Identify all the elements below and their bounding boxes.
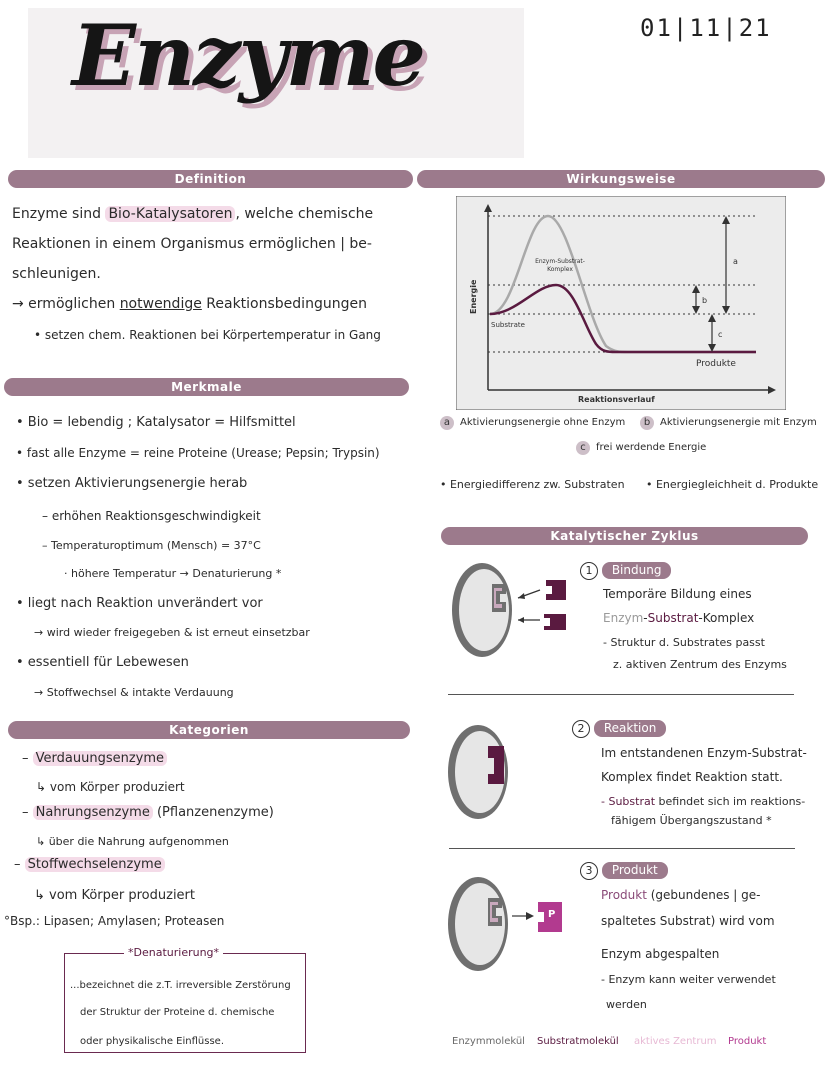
mark-c: c — [718, 330, 723, 339]
mark-a: a — [733, 257, 738, 266]
substrate-molecule — [544, 614, 566, 630]
product-mark: P — [548, 909, 556, 920]
merkmal-item: → wird wieder freigegeben & ist erneut einsetzbar — [34, 626, 310, 639]
denaturierung-line2: der Struktur der Proteine d. chemische — [80, 1007, 275, 1018]
substrate-label: Substrate — [491, 321, 525, 329]
step2-line4: fähigem Übergangszustand * — [611, 814, 772, 827]
merkmal-item: • setzen Aktivierungsenergie herab — [16, 476, 248, 491]
complex-label: Enzym-Substrat-Komplex — [535, 258, 585, 273]
merkmal-item: – Temperaturoptimum (Mensch) = 37°C — [42, 539, 261, 552]
category-example: °Bsp.: Lipasen; Amylasen; Proteasen — [4, 914, 225, 928]
step3-line5: werden — [606, 998, 647, 1011]
step1-line4: z. aktiven Zentrum des Enzyms — [613, 658, 787, 671]
merkmal-item: · höhere Temperatur → Denaturierung * — [64, 567, 282, 580]
category-1-sub: ↳ vom Körper produziert — [36, 780, 185, 794]
step1-line2: Enzym-Substrat-Komplex — [603, 611, 755, 625]
divider — [449, 848, 795, 849]
zyklus-header: Katalytischer Zyklus — [441, 527, 808, 545]
legend-a: a Aktivierungsenergie ohne Enzym — [440, 416, 625, 430]
x-axis-label: Reaktionsverlauf — [578, 395, 655, 404]
kategorien-header: Kategorien — [8, 721, 410, 739]
merkmal-item: • Bio = lebendig ; Katalysator = Hilfsmittel — [16, 415, 296, 430]
page-title: Enzyme — [72, 6, 424, 105]
merkmal-item: • liegt nach Reaktion unverändert vor — [16, 596, 263, 611]
divider — [448, 694, 794, 695]
step1-line3: - Struktur d. Substrates passt — [603, 636, 765, 649]
category-2-sub: ↳ über die Nahrung aufgenommen — [36, 835, 229, 848]
product-label: Produkte — [696, 359, 736, 369]
merkmal-item: → Stoffwechsel & intakte Verdauung — [34, 686, 234, 699]
definition-bullet1: → ermöglichen notwendige Reaktionsbedingungen — [12, 296, 367, 312]
step3-line4: - Enzym kann weiter verwendet — [601, 973, 776, 986]
definition-header: Definition — [8, 170, 413, 188]
step3-line1: Produkt (gebundenes | ge- — [601, 888, 761, 902]
category-3: – Stoffwechselenzyme — [14, 857, 165, 872]
legend-active-site: aktives Zentrum — [634, 1036, 717, 1047]
legend-product: Produkt — [728, 1036, 767, 1047]
wirkungsweise-header: Wirkungsweise — [417, 170, 825, 188]
category-3-sub: ↳ vom Körper produziert — [34, 888, 196, 903]
category-1: – Verdauungsenzyme — [22, 751, 167, 766]
step2-line2: Komplex findet Reaktion statt. — [601, 770, 783, 784]
denaturierung-line1: ...bezeichnet die z.T. irreversible Zerstörung — [70, 980, 291, 991]
note-energy-equality: • Energiegleichheit d. Produkte — [646, 478, 819, 491]
category-2: – Nahrungsenzyme (Pflanzenenzyme) — [22, 805, 274, 820]
step2-illustration — [444, 720, 524, 826]
note-energy-difference: • Energiedifferenz zw. Substraten — [440, 478, 625, 491]
energy-diagram — [456, 196, 786, 410]
legend-b: b Aktivierungsenergie mit Enzym — [640, 416, 817, 430]
merkmal-item: – erhöhen Reaktionsgeschwindigkeit — [42, 509, 261, 523]
merkmal-item: • essentiell für Lebewesen — [16, 655, 189, 670]
step2-line1: Im entstandenen Enzym-Substrat- — [601, 746, 807, 760]
legend-enzyme: Enzymmolekül — [452, 1036, 525, 1047]
definition-bullet2: • setzen chem. Reaktionen bei Körpertemperatur in Gang — [34, 328, 381, 342]
legend-substrate: Substratmolekül — [537, 1036, 619, 1047]
step2-line3: - Substrat befindet sich im reaktions- — [601, 795, 806, 808]
definition-line1: Enzyme sind Bio-Katalysatoren , welche chemische — [12, 206, 374, 222]
merkmale-header: Merkmale — [4, 378, 409, 396]
definition-line3: schleunigen. — [12, 266, 101, 282]
substrate-molecule — [546, 580, 566, 600]
mark-b: b — [702, 296, 708, 305]
step3-line2: spaltetes Substrat) wird vom — [601, 914, 775, 928]
step3-line3: Enzym abgespalten — [601, 947, 720, 961]
step2-heading: 2 Reaktion — [572, 720, 666, 738]
step1-illustration — [448, 558, 578, 664]
denaturierung-line3: oder physikalische Einflüsse. — [80, 1036, 224, 1047]
y-axis-label: Energie — [469, 279, 478, 314]
step3-illustration — [444, 872, 574, 978]
date: 01|11|21 — [640, 14, 772, 42]
merkmal-item: • fast alle Enzyme = reine Proteine (Urease; Pepsin; Trypsin) — [16, 446, 380, 460]
definition-line2: Reaktionen in einem Organismus ermöglichen | be- — [12, 236, 372, 252]
step1-line1: Temporäre Bildung eines — [603, 587, 752, 601]
step3-heading: 3 Produkt — [580, 862, 668, 880]
step1-heading: 1 Bindung — [580, 562, 671, 580]
denaturierung-title: *Denaturierung* — [124, 946, 223, 959]
legend-c: c frei werdende Energie — [576, 441, 706, 455]
